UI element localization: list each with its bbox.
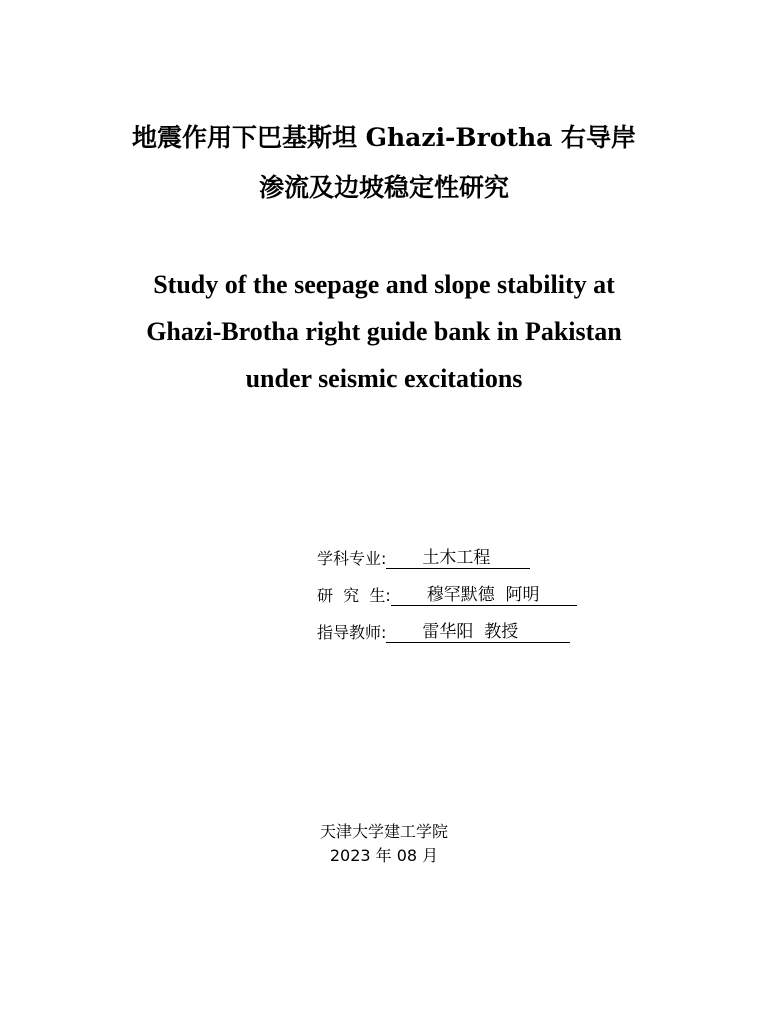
- submission-date: 2023 年 08 月: [329, 846, 439, 865]
- english-title-line-1: Study of the seepage and slope stability at: [153, 270, 615, 299]
- major-row: [317, 545, 530, 569]
- student-row: [317, 582, 577, 606]
- chinese-title-line-1: 地震作用下巴基斯坦 Ghazi-Brotha 右导岸: [131, 123, 637, 152]
- chinese-title-line-2: 渗流及边坡稳定性研究: [258, 173, 509, 202]
- institution-name: 天津大学建工学院: [319, 822, 448, 841]
- english-title-line-3: under seismic excitations: [245, 364, 523, 393]
- major-label: 学科专业:: [317, 549, 387, 568]
- english-title-line-2: Ghazi-Brotha right guide bank in Pakistan: [146, 317, 622, 346]
- supervisor-row: [317, 619, 570, 643]
- student-name-value: 穆罕默德 阿明: [391, 585, 577, 606]
- supervisor-name-value: 雷华阳 教授: [386, 622, 570, 643]
- major-value: 土木工程: [386, 548, 530, 569]
- supervisor-label: 指导教师:: [317, 623, 387, 642]
- student-label: 研 究 生:: [317, 586, 391, 605]
